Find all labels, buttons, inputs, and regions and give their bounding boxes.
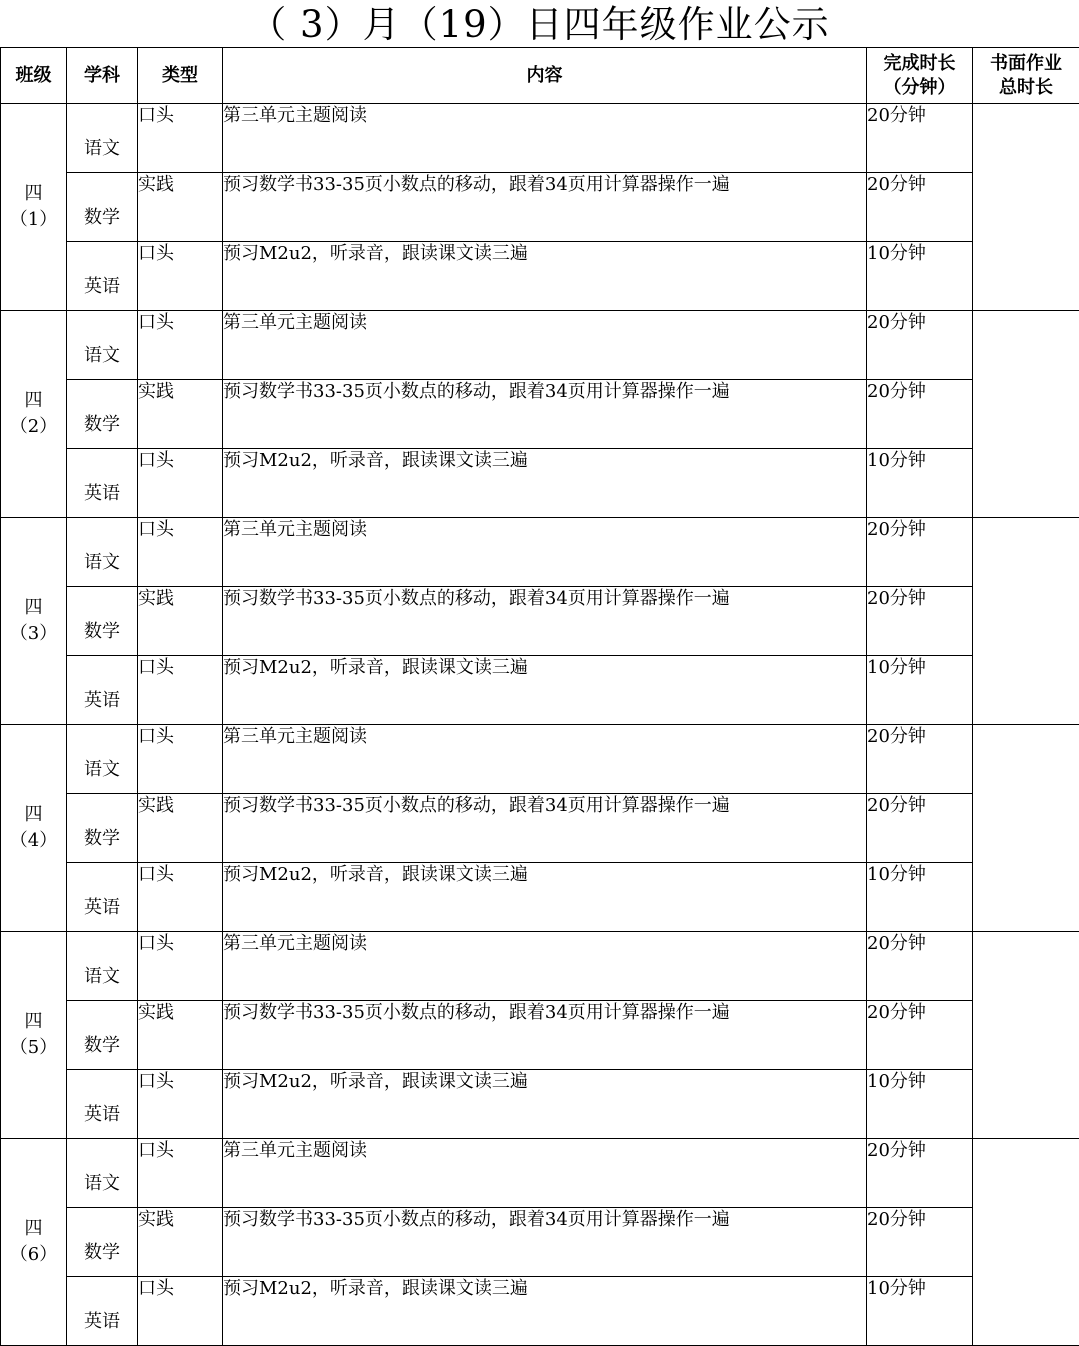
class-number: （1） [1,207,66,233]
content-cell: 第三单元主题阅读 [223,104,867,173]
subject-cell [67,104,138,173]
content-cell: 预习M2u2，听录音，跟读课文读三遍 [223,863,867,932]
class-number: （5） [1,1035,66,1061]
type-cell: 口头 [138,1139,223,1208]
subject-cell [67,656,138,725]
content-cell: 第三单元主题阅读 [223,725,867,794]
class-grade: 四 [1,595,66,621]
total-time-cell [973,1139,1079,1346]
class-cell [1,311,67,518]
time-cell: 10分钟 [867,449,973,518]
subject-label: 语文 [84,755,120,781]
type-cell: 口头 [138,863,223,932]
subject-label: 数学 [84,824,120,850]
content-cell: 第三单元主题阅读 [223,311,867,380]
table-row [1,932,1079,1001]
time-cell: 20分钟 [867,1208,973,1277]
content-cell: 预习M2u2，听录音，跟读课文读三遍 [223,449,867,518]
header-type: 类型 [138,48,223,104]
type-cell: 实践 [138,380,223,449]
class-cell [1,932,67,1139]
subject-cell [67,311,138,380]
subject-cell [67,587,138,656]
time-cell: 20分钟 [867,587,973,656]
class-cell [1,725,67,932]
total-time-cell [973,932,1079,1139]
content-cell: 第三单元主题阅读 [223,1139,867,1208]
content-cell: 预习数学书33-35页小数点的移动，跟着34页用计算器操作一遍 [223,380,867,449]
subject-label: 英语 [84,686,120,712]
type-cell: 实践 [138,173,223,242]
header-total-line2: 总时长 [973,76,1079,100]
homework-table [0,47,1079,1346]
subject-cell [67,932,138,1001]
page-title: （ 3）月（19）日四年级作业公示 [0,0,1079,47]
table-row [1,518,1079,587]
table-body [1,104,1079,1346]
subject-label: 语文 [84,341,120,367]
class-grade: 四 [1,1009,66,1035]
time-cell: 20分钟 [867,311,973,380]
subject-cell [67,1208,138,1277]
time-cell: 20分钟 [867,725,973,794]
type-cell: 实践 [138,1208,223,1277]
subject-cell [67,1277,138,1346]
total-time-cell [973,311,1079,518]
time-cell: 10分钟 [867,1070,973,1139]
time-cell: 20分钟 [867,794,973,863]
type-cell: 口头 [138,1277,223,1346]
header-time-line2: （分钟） [867,76,972,100]
subject-cell [67,173,138,242]
time-cell: 20分钟 [867,932,973,1001]
table-row [1,1139,1079,1208]
time-cell: 10分钟 [867,863,973,932]
time-cell: 20分钟 [867,1001,973,1070]
subject-cell [67,794,138,863]
header-time-line1: 完成时长 [867,52,972,76]
header-row [1,48,1079,104]
class-grade: 四 [1,1216,66,1242]
table-row [1,1277,1079,1346]
table-row [1,1001,1079,1070]
class-number: （2） [1,414,66,440]
type-cell: 口头 [138,449,223,518]
content-cell: 预习数学书33-35页小数点的移动，跟着34页用计算器操作一遍 [223,1001,867,1070]
table-row [1,242,1079,311]
subject-label: 语文 [84,134,120,160]
time-cell: 20分钟 [867,380,973,449]
header-total-line1: 书面作业 [973,52,1079,76]
subject-label: 英语 [84,893,120,919]
subject-label: 语文 [84,962,120,988]
table-row [1,656,1079,725]
type-cell: 口头 [138,932,223,1001]
type-cell: 口头 [138,518,223,587]
subject-label: 英语 [84,1307,120,1333]
type-cell: 口头 [138,242,223,311]
type-cell: 实践 [138,1001,223,1070]
class-grade: 四 [1,802,66,828]
header-total [973,48,1079,104]
subject-label: 数学 [84,1031,120,1057]
header-subject: 学科 [67,48,138,104]
subject-cell [67,449,138,518]
time-cell: 20分钟 [867,173,973,242]
subject-cell [67,380,138,449]
subject-label: 英语 [84,1100,120,1126]
class-number: （6） [1,1242,66,1268]
subject-cell [67,1070,138,1139]
type-cell: 实践 [138,794,223,863]
total-time-cell [973,725,1079,932]
table-row [1,794,1079,863]
subject-cell [67,1001,138,1070]
time-cell: 20分钟 [867,104,973,173]
class-cell [1,104,67,311]
table-row [1,449,1079,518]
class-cell [1,1139,67,1346]
subject-label: 语文 [84,548,120,574]
class-number: （4） [1,828,66,854]
header-class: 班级 [1,48,67,104]
subject-cell [67,518,138,587]
subject-label: 英语 [84,479,120,505]
table-row [1,173,1079,242]
content-cell: 预习M2u2，听录音，跟读课文读三遍 [223,656,867,725]
subject-label: 英语 [84,272,120,298]
total-time-cell [973,104,1079,311]
header-content: 内容 [223,48,867,104]
subject-cell [67,725,138,794]
time-cell: 10分钟 [867,1277,973,1346]
total-time-cell [973,518,1079,725]
time-cell: 20分钟 [867,518,973,587]
class-cell [1,518,67,725]
class-grade: 四 [1,388,66,414]
type-cell: 口头 [138,311,223,380]
time-cell: 20分钟 [867,1139,973,1208]
table-row [1,1208,1079,1277]
time-cell: 10分钟 [867,656,973,725]
content-cell: 预习M2u2，听录音，跟读课文读三遍 [223,1070,867,1139]
content-cell: 预习M2u2，听录音，跟读课文读三遍 [223,242,867,311]
header-time [867,48,973,104]
subject-cell [67,1139,138,1208]
subject-cell [67,242,138,311]
type-cell: 口头 [138,725,223,794]
type-cell: 口头 [138,1070,223,1139]
table-row [1,380,1079,449]
content-cell: 第三单元主题阅读 [223,518,867,587]
type-cell: 口头 [138,656,223,725]
subject-label: 数学 [84,203,120,229]
content-cell: 预习数学书33-35页小数点的移动，跟着34页用计算器操作一遍 [223,587,867,656]
table-row [1,104,1079,173]
table-row [1,725,1079,794]
table-row [1,863,1079,932]
content-cell: 第三单元主题阅读 [223,932,867,1001]
subject-cell [67,863,138,932]
subject-label: 数学 [84,617,120,643]
subject-label: 语文 [84,1169,120,1195]
content-cell: 预习数学书33-35页小数点的移动，跟着34页用计算器操作一遍 [223,173,867,242]
type-cell: 口头 [138,104,223,173]
content-cell: 预习M2u2，听录音，跟读课文读三遍 [223,1277,867,1346]
class-grade: 四 [1,181,66,207]
class-number: （3） [1,621,66,647]
table-row [1,1070,1079,1139]
time-cell: 10分钟 [867,242,973,311]
content-cell: 预习数学书33-35页小数点的移动，跟着34页用计算器操作一遍 [223,1208,867,1277]
table-row [1,587,1079,656]
table-row [1,311,1079,380]
subject-label: 数学 [84,1238,120,1264]
subject-label: 数学 [84,410,120,436]
content-cell: 预习数学书33-35页小数点的移动，跟着34页用计算器操作一遍 [223,794,867,863]
type-cell: 实践 [138,587,223,656]
